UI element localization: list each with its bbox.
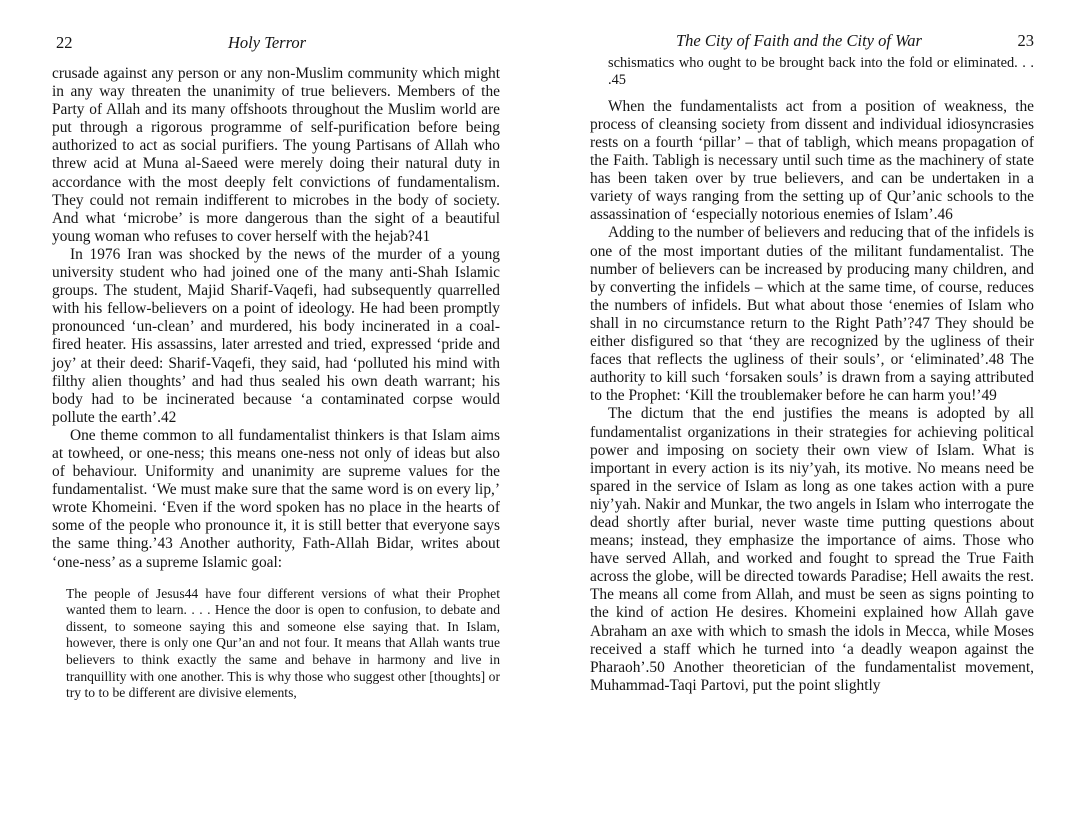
right-page-number: 23 bbox=[1017, 31, 1034, 50]
right-page-body bbox=[590, 98, 1034, 695]
right-page bbox=[546, 0, 1092, 829]
block-quote bbox=[66, 586, 500, 702]
right-page-header bbox=[590, 31, 1034, 55]
left-page-header bbox=[52, 33, 500, 57]
paragraph: In 1976 Iran was shocked by the news of the murder of a young university student who had joined one of the many anti-Shah Islamic groups. The student, Majid Sharif-Vaqefi, had subsequently quarrelled with his fellow-believers on a point of ideology. He had been promptly pronounced ‘un-clean’ and murdered, his body incinerated in a coal-fired heater. His assassins, later arrested and tried, expressed ‘pride and joy’ at their deed: Sharif-Vaqefi, they said, had ‘polluted his mind with filthy alien thoughts’ and had thus sealed his own death warrant; his body had to be incinerated because ‘a contaminated corpse would pollute the earth’.42 bbox=[52, 245, 500, 426]
paragraph: crusade against any person or any non-Muslim community which might in any way threaten the unanimity of true believers. Members of the Party of Allah and its many offshoots throughout the Muslim world are put through a rigorous programme of self-purification before being authorized to act as social purifiers. The young Partisans of Allah who threw acid at Muna al-Saeed were merely doing their natural duty in accordance with the most deeply felt convictions of fundamentalism. They could not remain indifferent to microbes in the body of society. And what ‘microbe’ is more dangerous than the sight of a beautiful young woman who refuses to cover herself with the hejab?41 bbox=[52, 65, 500, 245]
paragraph: The dictum that the end justifies the means is adopted by all fundamentalist organizations in their strategies for achieving political power and imposing on society their own view of Islam. What is important in every action is its niy’yah, its motive. No means need be spared in the service of Islam as long as one takes action with a pure niy’yah. Nakir and Munkar, the two angels in Islam who interrogate the dead shortly after burial, never waste time putting questions about means; instead, they emphasize the importance of aims. Those who have served Allah, and worked and fought to spread the True Faith across the globe, will be directed towards Paradise; Hell awaits the rest. The means all come from Allah, and must be seen as signs pointing to the kind of action He desires. Khomeini explained how Allah gave Abraham an axe with which to smash the idols in Mecca, while Moses received a staff which he turned into ‘a deadly weapon against the Pharaoh’.50 Another theoretician of the fundamentalist movement, Muhammad-Taqi Partovi, put the point slightly bbox=[590, 405, 1034, 694]
right-running-title: The City of Faith and the City of War bbox=[676, 31, 922, 50]
paragraph: When the fundamentalists act from a position of weakness, the process of cleansing society from dissent and individual idiosyncrasies rests on a fourth ‘pillar’ – that of tabligh, which means propagation of the Faith. Tabligh is necessary until such time as the machinery of state has been taken over by true believers, and can be undertaken in a variety of ways ranging from the setting up of Qur’anic schools to the assassination of ‘especially notorious enemies of Islam’.46 bbox=[590, 97, 1034, 224]
block-quote-continued: schismatics who ought to be brought back into the fold or eliminated. . . .45 bbox=[608, 55, 1034, 89]
block-quote-text: The people of Jesus44 have four different versions of what their Prophet wanted them to learn. . . . Hence the door is open to confusion, to debate and dissent, to someone saying this and someone else saying that. In Islam, however, there is only one Qur’an and not four. It means that Allah wants true believers to think exactly the same and behave in harmony and live in tranquillity with one another. This is why those who suggest other [thoughts] or try to to be different are divisive elements, bbox=[66, 585, 500, 701]
paragraph: One theme common to all fundamentalist thinkers is that Islam aims at towheed, or one-ness; this means one-ness not only of ideas but also of behaviour. Uniformity and unanimity are supreme values for the fundamentalist. ‘We must make sure that the same word is on every lip,’ wrote Khomeini. ‘Even if the word spoken has no place in the hearts of some of the people who pronounce it, it is still better that everyone says the same thing.’43 Another authority, Fath-Allah Bidar, writes about ‘one-ness’ as a supreme Islamic goal: bbox=[52, 426, 500, 571]
paragraph: Adding to the number of believers and reducing that of the infidels is one of the most important duties of the militant fundamentalist. The number of believers can be increased by producing many children, and by converting the infidels – which at the same time, of course, reduces the numbers of infidels. But what about those ‘enemies of Islam who shall in no circumstance return to the Right Path’?47 They should be either disfigured so that ‘they are recognized by the ugliness of their faces that reflects the ugliness of their souls’, or ‘eliminated’.48 The authority to kill such ‘forsaken souls’ is drawn from a saying attributed to the Prophet: ‘Kill the troublemaker before he can harm you!’49 bbox=[590, 224, 1034, 405]
left-page-body bbox=[52, 65, 500, 572]
left-running-title: Holy Terror bbox=[228, 33, 307, 52]
left-page-number: 22 bbox=[56, 33, 73, 52]
